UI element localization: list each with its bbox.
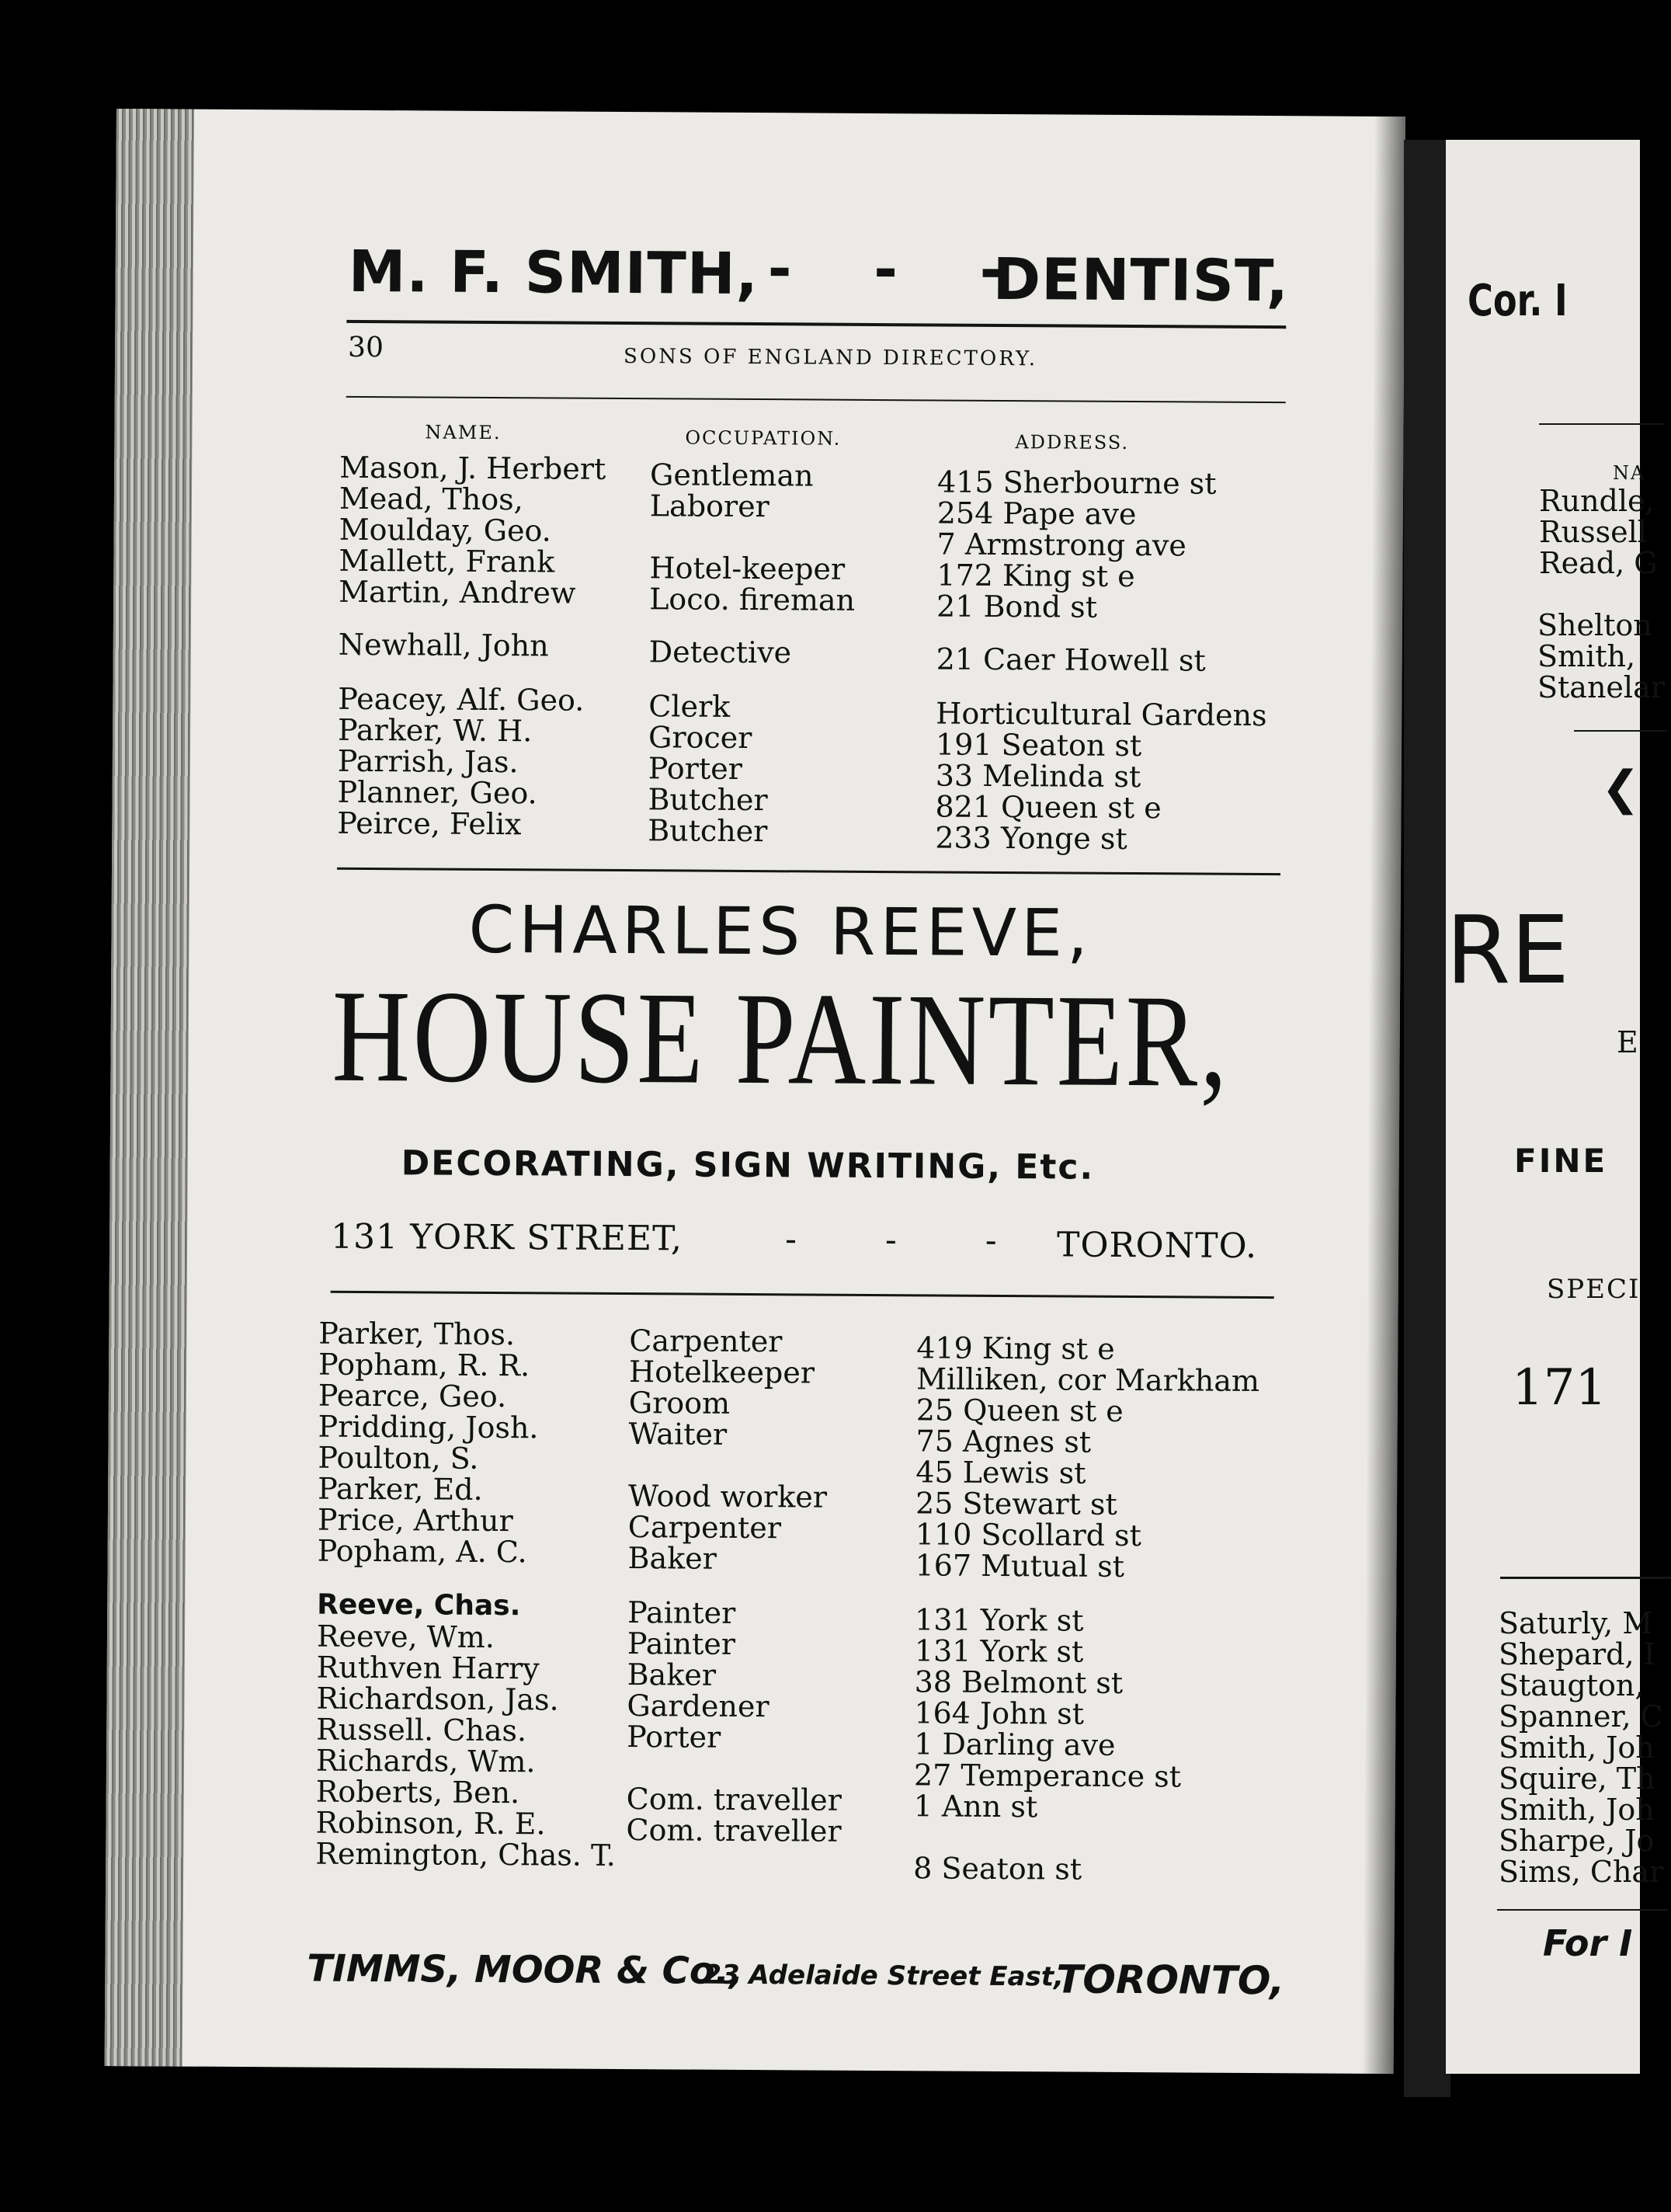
banner-profession: DENTIST, <box>992 245 1290 315</box>
entry-name: Parrish, Jas. <box>337 743 519 780</box>
right-entry-name: Sims, Char <box>1499 1855 1664 1889</box>
page-stack-edge <box>105 109 194 2067</box>
entry-occupation: Painter <box>627 1595 736 1630</box>
entry-address: 415 Sherbourne st <box>936 464 1217 501</box>
right-ad-bottom-rule <box>1500 1577 1671 1579</box>
right-ad-sub: E <box>1617 1025 1638 1059</box>
entry-occupation: Gardener <box>627 1689 769 1724</box>
gutter-shadow <box>1363 117 1405 2074</box>
entry-occupation: Baker <box>627 1657 717 1692</box>
right-footer: For I <box>1543 1922 1633 1964</box>
entry-name: Richardson, Jas. <box>316 1681 559 1717</box>
right-entry-name: Smith, <box>1537 639 1636 673</box>
entry-name: Popham, R. R. <box>318 1347 530 1383</box>
right-entry-name: Russell <box>1539 515 1647 549</box>
entry-name: Poulton, S. <box>318 1440 479 1476</box>
ad-advertiser-name: CHARLES REEVE, <box>468 891 1093 972</box>
entry-name: Martin, Andrew <box>339 574 576 610</box>
column-heading-name: NAME. <box>425 421 502 444</box>
entry-address: Horticultural Gardens <box>936 696 1267 733</box>
right-entry-name: Saturly, M <box>1499 1606 1653 1640</box>
entry-occupation: Com. traveller <box>626 1782 842 1817</box>
entry-occupation: Painter <box>627 1626 736 1661</box>
ad-services: DECORATING, SIGN WRITING, Etc. <box>401 1143 1095 1188</box>
banner-advertiser: M. F. SMITH, <box>348 238 759 308</box>
entry-address: 75 Agnes st <box>915 1424 1092 1459</box>
ad-trade-heading: HOUSE PAINTER, <box>332 962 1231 1115</box>
entry-occupation: Detective <box>648 635 792 670</box>
entry-address: 7 Armstrong ave <box>936 527 1186 563</box>
entry-address: 21 Bond st <box>936 589 1098 624</box>
entry-occupation: Wood worker <box>627 1479 828 1515</box>
ad-dashes: - - - <box>784 1219 1036 1261</box>
entry-occupation: Porter <box>648 751 742 786</box>
right-ad-mark: ❮ <box>1601 761 1641 816</box>
entry-name: Richards, Wm. <box>315 1743 536 1779</box>
entry-name: Reeve, Wm. <box>316 1619 495 1655</box>
entry-occupation: Carpenter <box>627 1510 782 1546</box>
entry-occupation: Porter <box>627 1720 721 1755</box>
adjacent-page-fragment <box>1446 140 1665 2074</box>
right-ad-rule <box>1574 730 1667 732</box>
entry-address: 27 Temperance st <box>913 1758 1182 1794</box>
right-ad-number: 171 <box>1512 1359 1607 1417</box>
entry-name: Pearce, Geo. <box>318 1378 507 1414</box>
ad-city: TORONTO. <box>1056 1225 1258 1267</box>
entry-name: Ruthven Harry <box>316 1650 540 1686</box>
entry-name: Peirce, Felix <box>337 805 522 842</box>
directory-page-30 <box>105 109 1405 2074</box>
right-entry-name: Staugton, <box>1499 1668 1645 1702</box>
entry-occupation: Baker <box>627 1541 717 1576</box>
entry-name: Mallett, Frank <box>339 543 555 579</box>
entry-name: Parker, Ed. <box>318 1471 483 1507</box>
entry-address: 1 Ann st <box>913 1789 1038 1824</box>
right-entry-name: Rundle, <box>1539 484 1655 518</box>
right-entry-name: Smith, Joh <box>1499 1793 1655 1827</box>
entry-name: Mead, Thos, <box>339 481 523 517</box>
column-heading-address: ADDRESS. <box>1015 431 1130 454</box>
entry-address: 821 Queen st e <box>935 789 1162 826</box>
right-header-rule <box>1539 423 1663 425</box>
entry-name: Remington, Chas. T. <box>315 1836 616 1873</box>
entry-address: 21 Caer Howell st <box>936 642 1206 678</box>
running-title: SONS OF ENGLAND DIRECTORY. <box>623 344 1038 371</box>
entry-address: 419 King st e <box>916 1330 1115 1366</box>
entry-address: 25 Queen st e <box>915 1393 1124 1428</box>
right-ad-special: SPECI <box>1547 1274 1641 1305</box>
entry-occupation: Laborer <box>649 489 769 524</box>
footer-firm: TIMMS, MOOR & Co., <box>307 1946 744 1993</box>
entry-address: 131 York st <box>915 1602 1084 1638</box>
right-entry-name: Shelton <box>1537 608 1652 642</box>
right-header: Cor. I <box>1468 276 1568 326</box>
entry-occupation: Com. traveller <box>626 1813 842 1849</box>
right-entry-name: Squire, Th <box>1499 1762 1655 1796</box>
entry-name: Russell. Chas. <box>316 1712 527 1748</box>
entry-address: 1 Darling ave <box>914 1727 1116 1762</box>
page-number: 30 <box>348 331 384 364</box>
right-footer-rule <box>1497 1909 1668 1911</box>
entry-address: 164 John st <box>914 1696 1085 1731</box>
entry-occupation: Clerk <box>648 689 731 724</box>
right-entry-name: Read, G <box>1539 546 1658 580</box>
entry-address: 233 Yonge st <box>935 820 1127 856</box>
right-entry-name: Sharpe, Jo <box>1499 1824 1655 1858</box>
entry-name: Mason, J. Herbert <box>339 450 606 486</box>
entry-occupation: Hotel-keeper <box>649 551 846 586</box>
right-column-heading: NA <box>1613 462 1646 484</box>
entry-occupation: Butcher <box>648 813 768 849</box>
entry-address: 110 Scollard st <box>915 1517 1142 1553</box>
book-gutter <box>1404 140 1450 2097</box>
banner-underline <box>346 320 1286 329</box>
right-entry-name: Shepard, I <box>1499 1637 1655 1671</box>
entry-name: Reeve, Chas. <box>317 1588 521 1622</box>
right-entry-name: Smith, Joh <box>1499 1730 1655 1765</box>
entry-address: 25 Stewart st <box>915 1486 1117 1522</box>
entry-name: Popham, A. C. <box>317 1533 527 1570</box>
entry-name: Roberts, Ben. <box>315 1774 520 1810</box>
entry-occupation: Groom <box>628 1386 731 1421</box>
entry-name: Planner, Geo. <box>337 774 537 811</box>
right-entry-name: Spanner, C <box>1499 1699 1663 1734</box>
footer-city: TORONTO, <box>1056 1956 1285 2004</box>
column-heading-occupation: OCCUPATION. <box>685 426 842 450</box>
entry-address: 167 Mutual st <box>915 1548 1125 1584</box>
entry-occupation: Gentleman <box>650 457 814 493</box>
entry-address: 33 Melinda st <box>935 758 1141 795</box>
header-rule <box>346 396 1286 403</box>
entry-name: Robinson, R. E. <box>315 1805 546 1842</box>
entry-occupation: Butcher <box>648 782 768 818</box>
entry-occupation: Carpenter <box>629 1323 783 1359</box>
ad-top-rule <box>337 868 1280 875</box>
entry-name: Pridding, Josh. <box>318 1409 539 1445</box>
banner-dashes: - - - <box>767 235 1035 304</box>
entry-name: Parker, Thos. <box>318 1316 516 1352</box>
entry-name: Newhall, John <box>338 627 549 663</box>
ad-bottom-rule <box>331 1291 1274 1299</box>
entry-name: Parker, W. H. <box>337 712 533 749</box>
entry-name: Price, Arthur <box>317 1502 513 1539</box>
entry-address: 172 King st e <box>936 558 1135 594</box>
entry-address: 131 York st <box>914 1633 1084 1669</box>
entry-address: 254 Pape ave <box>936 496 1137 532</box>
entry-name: Moulday, Geo. <box>339 512 551 548</box>
entry-address: Milliken, cor Markham <box>915 1362 1260 1399</box>
entry-name: Peacey, Alf. Geo. <box>338 681 585 718</box>
entry-address: 8 Seaton st <box>913 1851 1082 1887</box>
entry-address: 191 Seaton st <box>935 727 1142 763</box>
right-ad-heading: RE <box>1446 897 1570 1005</box>
entry-occupation: Hotelkeeper <box>628 1355 815 1390</box>
right-entry-name: Stanelar <box>1537 670 1665 704</box>
footer-address: 23 Adelaide Street East, <box>703 1959 1065 1993</box>
entry-address: 45 Lewis st <box>915 1455 1086 1490</box>
right-ad-fine: FINE <box>1514 1142 1608 1180</box>
entry-occupation: Grocer <box>648 720 752 756</box>
ad-street: 131 YORK STREET, <box>330 1216 683 1259</box>
entry-occupation: Waiter <box>628 1417 728 1452</box>
entry-address: 38 Belmont st <box>914 1664 1124 1700</box>
entry-occupation: Loco. fireman <box>649 582 856 617</box>
